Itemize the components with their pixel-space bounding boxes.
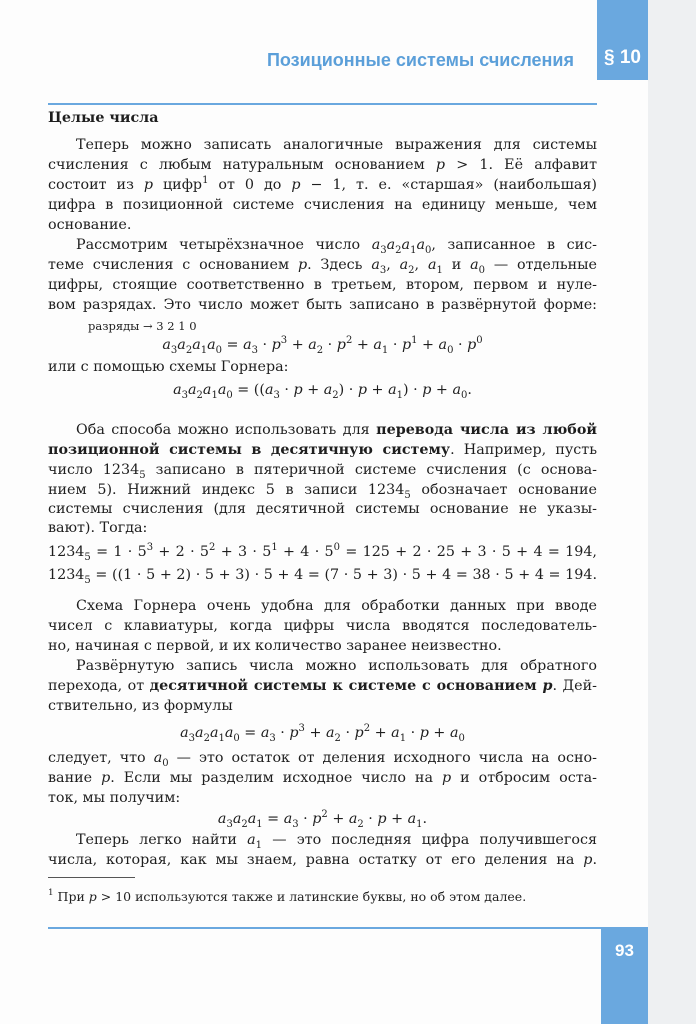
- text-segment: +: [431, 382, 453, 398]
- text-segment: следует, что: [48, 750, 154, 766]
- text-segment: a: [247, 811, 257, 827]
- text-segment: 5: [404, 490, 411, 501]
- text-segment: a: [401, 237, 411, 253]
- text-segment: +: [370, 725, 392, 741]
- text-segment: вают). Тогда:: [48, 520, 148, 536]
- text-segment: p: [583, 852, 593, 868]
- text-segment: ·: [257, 337, 272, 353]
- text-segment: 2: [363, 723, 371, 734]
- footnote-divider: [48, 877, 135, 878]
- text-segment: a: [232, 811, 242, 827]
- text-segment: +: [327, 811, 349, 827]
- text-segment: обозначает основание: [410, 482, 597, 498]
- text-segment: 0: [458, 733, 465, 744]
- text-segment: a: [388, 382, 397, 398]
- text-segment: > 10 используются также и латинские буквы, но об этом далее.: [96, 889, 527, 904]
- text-segment: +: [417, 337, 439, 353]
- text-segment: p: [293, 382, 303, 398]
- text-segment: 1: [381, 345, 389, 356]
- text-segment: p: [357, 382, 368, 398]
- text-segment: p: [422, 382, 432, 398]
- footer-divider: [48, 927, 601, 929]
- text-segment: ) ·: [403, 382, 423, 398]
- text-segment: 2: [321, 809, 328, 820]
- section-number: § 10: [604, 47, 641, 68]
- text-segment: Развёрнутую запись числа можно использовать для обратного: [76, 658, 597, 674]
- text-segment: p: [101, 770, 111, 786]
- text-segment: p: [419, 725, 429, 741]
- text-segment: a: [373, 337, 382, 353]
- text-segment: — это последняя цифра получившегося: [262, 832, 597, 848]
- text-segment: ·: [279, 382, 294, 398]
- text-segment: p: [354, 725, 364, 741]
- text-segment: a: [180, 725, 189, 741]
- text-segment: 2: [345, 335, 353, 346]
- text-segment: Теперь можно записать аналогичные выражения для системы: [76, 137, 597, 153]
- text-segment: a: [195, 725, 204, 741]
- text-segment: но, начиная с первой, и их количество заранее неизвестно.: [48, 638, 502, 654]
- text-segment: p: [271, 337, 281, 353]
- text-segment: 0: [233, 733, 240, 744]
- text-segment: перехода, от: [48, 678, 150, 694]
- text-segment: состоит из: [48, 177, 144, 193]
- text-line: [48, 565, 597, 585]
- text-segment: . Если мы разделим исходное число на: [110, 770, 442, 786]
- footnote: [48, 887, 597, 907]
- text-segment: 3: [181, 390, 188, 401]
- text-segment: .: [592, 852, 597, 868]
- text-line: [88, 316, 197, 336]
- text-segment: 1: [202, 175, 209, 186]
- text-segment: a: [308, 337, 317, 353]
- text-segment: .: [467, 382, 472, 398]
- text-segment: 3: [269, 733, 276, 744]
- text-segment: 0: [226, 390, 233, 401]
- text-line: [48, 235, 597, 255]
- text-segment: , записанное в сис-: [431, 237, 598, 253]
- text-segment: ,: [414, 257, 428, 273]
- text-segment: 5: [84, 552, 91, 563]
- text-segment: основание.: [48, 217, 132, 233]
- text-segment: p: [401, 337, 412, 353]
- text-segment: 0: [447, 345, 454, 356]
- text-segment: Рассмотрим четырёхзначное число: [76, 237, 372, 253]
- text-line: [48, 255, 597, 275]
- text-segment: a: [391, 725, 400, 741]
- text-line: [48, 696, 597, 716]
- text-segment: +: [304, 725, 326, 741]
- text-segment: = 125 + 2 · 25 + 3 · 5 + 4 = 194,: [340, 544, 597, 560]
- text-segment: a: [153, 750, 163, 766]
- text-line: [48, 420, 597, 440]
- text-segment: a: [371, 257, 380, 273]
- text-segment: ·: [323, 337, 337, 353]
- text-segment: a: [207, 337, 216, 353]
- text-segment: и отбросим оста-: [451, 770, 597, 786]
- text-segment: a: [260, 725, 270, 741]
- text-segment: и: [442, 257, 471, 273]
- text-segment: p: [289, 725, 299, 741]
- text-segment: 0: [424, 245, 432, 256]
- text-segment: счисления с любым натуральным основанием: [48, 157, 436, 173]
- text-segment: a: [452, 382, 461, 398]
- text-segment: > 1. Её алфавит: [445, 157, 597, 173]
- text-segment: 2: [241, 819, 248, 830]
- text-segment: ·: [388, 337, 402, 353]
- text-line: [48, 748, 597, 768]
- chapter-title: Позиционные системы счисления: [266, 50, 574, 70]
- text-segment: системы счисления (для десятичной системы основание не указы-: [48, 501, 597, 517]
- text-segment: a: [399, 257, 409, 273]
- text-segment: a: [264, 382, 274, 398]
- text-segment: 3: [380, 245, 387, 256]
- text-segment: При: [53, 889, 89, 904]
- text-segment: a: [243, 337, 252, 353]
- text-segment: разряды → 3 2 1 0: [88, 319, 197, 333]
- text-segment: вание: [48, 770, 102, 786]
- text-segment: a: [470, 257, 479, 273]
- text-segment: — это остаток от деления исходного числа на осно-: [168, 750, 597, 766]
- text-segment: +: [287, 337, 309, 353]
- section-badge: [597, 0, 648, 80]
- text-segment: +: [367, 382, 389, 398]
- text-segment: 2: [203, 733, 210, 744]
- text-line: [48, 295, 597, 315]
- text-line: [48, 135, 597, 155]
- text-segment: 0: [215, 345, 222, 356]
- text-line: [48, 440, 597, 460]
- text-segment: . Здесь: [307, 257, 372, 273]
- text-segment: a: [323, 382, 333, 398]
- text-segment: p: [467, 337, 477, 353]
- text-line: [48, 616, 597, 636]
- header-divider: [48, 103, 597, 105]
- text-segment: a: [416, 237, 425, 253]
- page-margin: [648, 0, 696, 1024]
- text-segment: теме счисления с основанием: [48, 257, 298, 273]
- text-segment: Схема Горнера очень удобна для обработки данных при вводе: [76, 598, 597, 614]
- text-line: [48, 460, 597, 480]
- text-segment: p: [297, 257, 308, 273]
- text-segment: =: [239, 725, 261, 741]
- text-segment: =: [222, 337, 244, 353]
- text-segment: p: [291, 177, 301, 193]
- text-line: [48, 357, 597, 377]
- text-segment: 1: [399, 733, 407, 744]
- text-segment: = 1 · 5: [90, 544, 147, 560]
- text-segment: a: [371, 237, 381, 253]
- text-segment: a: [247, 832, 256, 848]
- text-segment: ствительно, из формулы: [48, 698, 233, 714]
- text-segment: p: [542, 678, 553, 694]
- text-segment: 2: [185, 345, 193, 356]
- text-line: [48, 850, 597, 870]
- text-segment: 3: [226, 819, 233, 830]
- text-segment: 2: [408, 265, 415, 276]
- text-segment: от 0 до: [208, 177, 292, 193]
- text-segment: p: [88, 889, 97, 904]
- page-number: 93: [615, 941, 634, 960]
- text-segment: 1: [48, 888, 54, 898]
- text-segment: 1: [396, 390, 403, 401]
- text-segment: a: [173, 382, 182, 398]
- text-line: [48, 499, 597, 519]
- text-segment: 1: [218, 733, 225, 744]
- text-segment: чисел с клавиатуры, когда цифры числа вводятся последователь-: [48, 618, 597, 634]
- text-segment: .: [422, 811, 428, 827]
- text-segment: 3: [280, 335, 288, 346]
- text-segment: 3: [298, 723, 305, 734]
- text-segment: вом разрядах. Это число может быть записано в развёрнутой форме:: [48, 297, 597, 313]
- text-segment: 1: [256, 819, 263, 830]
- text-segment: записано в пятеричной системе счисления (с основа-: [145, 462, 598, 478]
- text-line: [48, 215, 597, 235]
- text-segment: число 1234: [48, 462, 140, 478]
- text-segment: a: [162, 337, 171, 353]
- text-segment: a: [188, 382, 197, 398]
- text-segment: 1: [200, 345, 208, 356]
- text-segment: 1: [271, 542, 278, 553]
- text-segment: ·: [298, 811, 313, 827]
- text-segment: +: [352, 337, 374, 353]
- text-segment: a: [192, 337, 201, 353]
- text-segment: ·: [363, 811, 378, 827]
- text-segment: ·: [406, 725, 420, 741]
- text-line: [48, 596, 597, 616]
- text-segment: 5: [84, 575, 91, 586]
- text-segment: a: [427, 257, 437, 273]
- text-segment: ) ·: [338, 382, 358, 398]
- text-segment: 3: [379, 265, 387, 276]
- text-segment: 0: [162, 758, 169, 769]
- text-segment: a: [209, 725, 219, 741]
- text-line: [48, 788, 597, 808]
- text-segment: p: [312, 811, 322, 827]
- text-segment: =: [262, 811, 284, 827]
- text-line: [48, 275, 597, 295]
- text-segment: = ((1 · 5 + 2) · 5 + 3) · 5 + 4 = (7 · 5 + 3) · 5 + 4 = 38 · 5 + 4 = 194.: [90, 567, 597, 583]
- text-segment: p: [441, 770, 452, 786]
- text-segment: p: [435, 157, 446, 173]
- text-segment: + 4 · 5: [277, 544, 334, 560]
- text-segment: a: [449, 725, 459, 741]
- text-segment: − 1, т. е. «старшая» (наибольшая): [300, 177, 598, 193]
- text-segment: a: [407, 811, 417, 827]
- text-segment: ·: [453, 337, 468, 353]
- text-segment: a: [348, 811, 358, 827]
- text-segment: ток, мы получим:: [48, 790, 181, 806]
- text-segment: 3: [292, 819, 299, 830]
- text-segment: a: [202, 382, 212, 398]
- text-line: [48, 676, 597, 696]
- text-line: [48, 518, 597, 538]
- text-segment: 1: [416, 819, 423, 830]
- text-segment: числа, которая, как мы знаем, равна остатку от его деления на: [48, 852, 584, 868]
- text-line: [48, 175, 597, 195]
- text-segment: ·: [340, 725, 355, 741]
- text-segment: p: [143, 177, 154, 193]
- text-segment: a: [217, 382, 227, 398]
- formula-line: [48, 380, 597, 400]
- text-segment: 2: [357, 819, 364, 830]
- text-line: [48, 155, 597, 175]
- page-number-badge: [601, 927, 648, 1024]
- text-segment: p: [336, 337, 346, 353]
- text-segment: 2: [334, 733, 341, 744]
- text-segment: 0: [476, 335, 483, 346]
- text-segment: 1: [410, 245, 417, 256]
- text-segment: Оба способа можно использовать для: [76, 422, 377, 438]
- text-segment: 2: [395, 245, 402, 256]
- text-segment: 1: [411, 335, 418, 346]
- text-segment: десятичной системы к системе с основанием: [149, 678, 543, 694]
- text-segment: a: [224, 725, 234, 741]
- text-segment: + 3 · 5: [215, 544, 272, 560]
- text-segment: . Дей-: [552, 678, 597, 694]
- text-segment: + 2 · 5: [153, 544, 210, 560]
- text-segment: +: [302, 382, 324, 398]
- formula-line: [48, 335, 597, 355]
- formula-line: [48, 809, 597, 829]
- text-segment: цифр: [153, 177, 203, 193]
- text-line: [48, 195, 597, 215]
- text-segment: 1: [436, 265, 443, 276]
- text-segment: a: [386, 237, 396, 253]
- text-segment: 1: [255, 840, 263, 851]
- text-line: [48, 636, 597, 656]
- text-segment: 0: [460, 390, 468, 401]
- text-segment: 3: [273, 390, 280, 401]
- text-segment: a: [438, 337, 448, 353]
- text-segment: a: [217, 811, 227, 827]
- text-line: [48, 768, 597, 788]
- text-segment: 3: [188, 733, 196, 744]
- text-segment: позиционной системы в десятичную систему: [48, 442, 451, 458]
- text-segment: 0: [333, 542, 341, 553]
- text-segment: ,: [386, 257, 400, 273]
- text-segment: 0: [478, 265, 485, 276]
- text-segment: p: [377, 811, 387, 827]
- text-segment: +: [386, 811, 408, 827]
- text-segment: 3: [251, 345, 258, 356]
- text-segment: a: [283, 811, 293, 827]
- text-segment: 3: [146, 542, 154, 553]
- text-segment: ·: [275, 725, 290, 741]
- text-segment: 1234: [48, 567, 85, 583]
- text-segment: 1: [211, 390, 218, 401]
- text-segment: 3: [170, 345, 178, 356]
- text-segment: нием 5). Нижний индекс 5 в записи 1234: [48, 482, 405, 498]
- text-segment: Целые числа: [48, 110, 159, 126]
- formula-line: [48, 723, 597, 743]
- text-segment: цифры, стоящие соответственно в третьем, втором, первом и нуле-: [48, 277, 597, 293]
- text-segment: +: [428, 725, 450, 741]
- text-line: [48, 480, 597, 500]
- text-segment: = ((: [232, 382, 265, 398]
- text-segment: перевода числа из любой: [376, 422, 597, 438]
- text-line: [48, 656, 597, 676]
- text-segment: . Например, пусть: [450, 442, 597, 458]
- text-segment: Теперь легко найти: [76, 832, 248, 848]
- text-segment: или с помощью схемы Горнера:: [48, 359, 289, 375]
- text-line: [48, 542, 597, 562]
- text-segment: 2: [209, 542, 216, 553]
- text-segment: 2: [196, 390, 203, 401]
- text-segment: цифра в позиционной системе счисления на единицу меньше, чем: [48, 197, 597, 213]
- text-segment: 2: [316, 345, 324, 356]
- text-segment: a: [177, 337, 186, 353]
- text-segment: 2: [332, 390, 339, 401]
- text-segment: 1234: [48, 544, 85, 560]
- section-heading: [48, 108, 597, 128]
- text-segment: — отдельные: [485, 257, 598, 273]
- text-segment: a: [326, 725, 335, 741]
- text-segment: 5: [139, 470, 146, 481]
- text-line: [48, 830, 597, 850]
